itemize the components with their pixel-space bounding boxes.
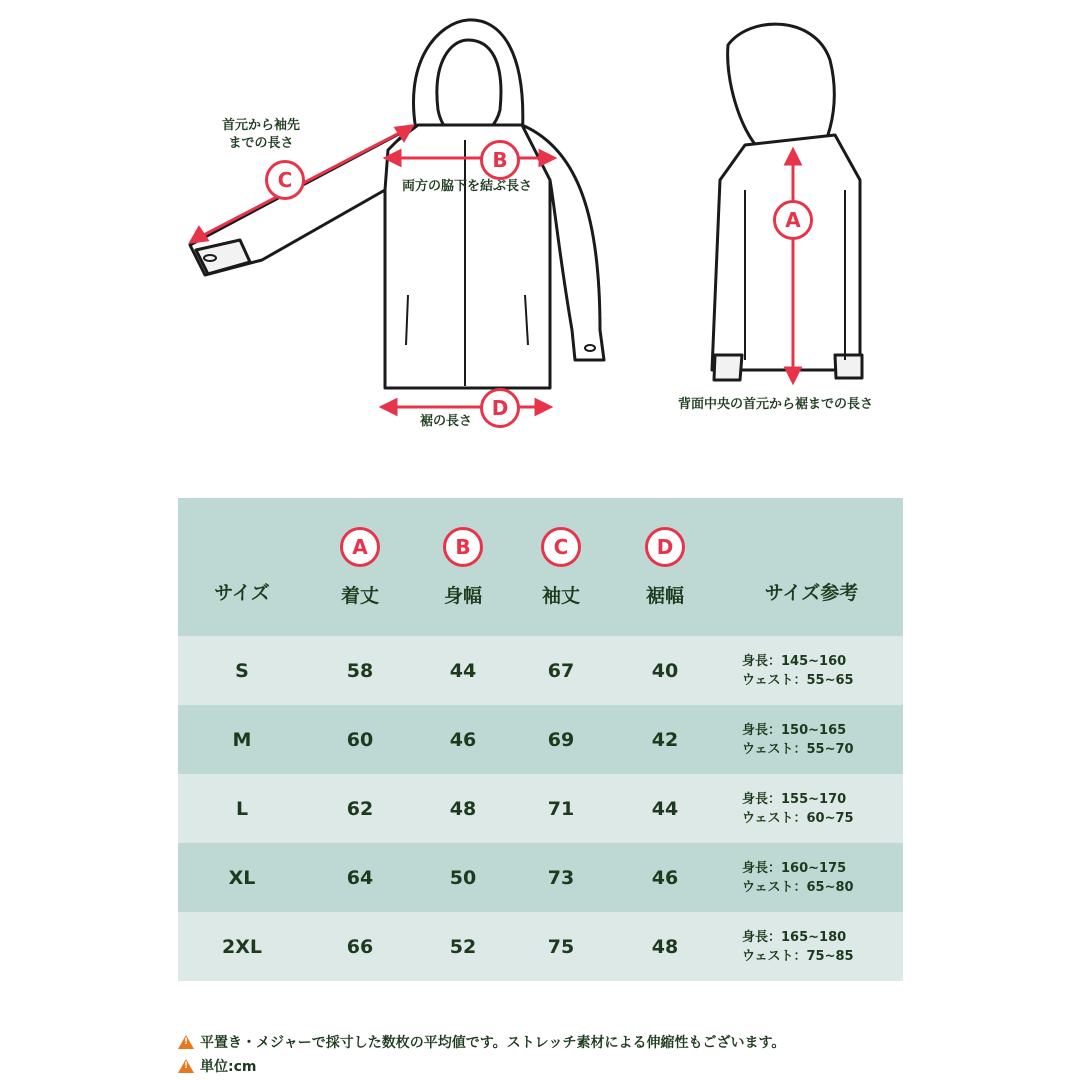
cell-a: 58 [346, 659, 374, 682]
ref-height: 身長：155~170 [742, 791, 847, 807]
header-d-mark: D [645, 527, 685, 567]
table-row [178, 843, 903, 912]
cell-c: 71 [547, 797, 575, 820]
cell-d: 46 [651, 866, 679, 889]
cell-b: 44 [449, 659, 477, 682]
ref-waist: ウェスト：60~75 [742, 810, 854, 826]
table-header-row [178, 498, 903, 636]
header-size [178, 498, 306, 636]
label-a: 背面中央の首元から裾までの長さ [678, 397, 874, 412]
cell-size: 2XL [222, 935, 262, 958]
cell-c: 69 [547, 728, 575, 751]
cell-ref [720, 652, 903, 690]
size-table [178, 498, 903, 981]
cell-c: 67 [547, 659, 575, 682]
label-c [222, 117, 300, 153]
arrow-a-end [786, 368, 800, 382]
label-c-line1: 首元から袖先 [222, 118, 301, 133]
cell-d: 42 [651, 728, 679, 751]
mark-c: C [265, 160, 305, 200]
label-c-line2: までの長さ [228, 136, 294, 151]
ref-height: 身長：150~165 [742, 722, 847, 738]
header-size-label: サイズ [214, 581, 270, 604]
header-a [306, 498, 414, 636]
header-ref [720, 498, 903, 636]
cell-b: 52 [449, 935, 477, 958]
arrow-c-start [191, 228, 207, 242]
ref-waist: ウェスト：55~70 [742, 741, 854, 757]
hoodie-illustration [0, 0, 1080, 460]
measurement-diagram [0, 0, 1080, 460]
note-unit-text: 単位:cm [200, 1059, 257, 1075]
header-d [610, 498, 720, 636]
cell-a: 66 [346, 935, 374, 958]
mark-d: D [480, 388, 520, 428]
cell-ref [720, 790, 903, 828]
table-row [178, 774, 903, 843]
label-b: 両方の脇下を結ぶ長さ [402, 179, 533, 194]
cell-size: XL [228, 866, 256, 889]
cell-b: 48 [449, 797, 477, 820]
ref-height: 身長：145~160 [742, 653, 847, 669]
arrow-d-end [536, 400, 550, 414]
cell-size: M [232, 728, 252, 751]
back-left-cuff [714, 355, 742, 380]
front-body [385, 125, 550, 388]
header-b-label: 身幅 [443, 584, 482, 607]
arrow-d-start [382, 400, 396, 414]
header-b-mark: B [443, 527, 483, 567]
cell-a: 60 [346, 728, 374, 751]
table-row [178, 912, 903, 981]
cell-a: 62 [346, 797, 374, 820]
ref-waist: ウェスト：65~80 [742, 879, 854, 895]
cell-c: 75 [547, 935, 575, 958]
cell-d: 40 [651, 659, 679, 682]
back-body [712, 135, 860, 370]
cell-ref [720, 859, 903, 897]
cell-d: 44 [651, 797, 679, 820]
ref-height: 身長：165~180 [742, 929, 847, 945]
label-d: 裾の長さ [420, 414, 473, 429]
cell-d: 48 [651, 935, 679, 958]
ref-height: 身長：160~175 [742, 860, 847, 876]
back-hood [728, 24, 835, 150]
mark-b: B [480, 140, 520, 180]
cell-ref [720, 928, 903, 966]
header-a-mark: A [340, 527, 380, 567]
cell-size: L [235, 797, 249, 820]
header-b [414, 498, 512, 636]
table-row [178, 705, 903, 774]
header-a-label: 着丈 [340, 584, 379, 607]
warning-icon: ! [178, 1035, 194, 1049]
cell-a: 64 [346, 866, 374, 889]
table-row [178, 636, 903, 705]
cell-ref [720, 721, 903, 759]
header-c-label: 袖丈 [541, 584, 580, 607]
header-c [512, 498, 610, 636]
cell-b: 46 [449, 728, 477, 751]
note-measurement [178, 1032, 785, 1052]
cell-c: 73 [547, 866, 575, 889]
ref-waist: ウェスト：75~85 [742, 948, 854, 964]
note-unit [178, 1056, 257, 1076]
back-right-cuff [835, 355, 862, 378]
cell-size: S [235, 659, 249, 682]
header-d-label: 裾幅 [645, 584, 684, 607]
mark-a: A [773, 200, 813, 240]
header-c-mark: C [541, 527, 581, 567]
warning-icon: ! [178, 1059, 194, 1073]
header-ref-label: サイズ参考 [764, 581, 859, 604]
ref-waist: ウェスト：55~65 [742, 672, 854, 688]
note-measurement-text: 平置き・メジャーで採寸した数枚の平均値です。ストレッチ素材による伸縮性もございます。 [200, 1035, 786, 1051]
cell-b: 50 [449, 866, 477, 889]
